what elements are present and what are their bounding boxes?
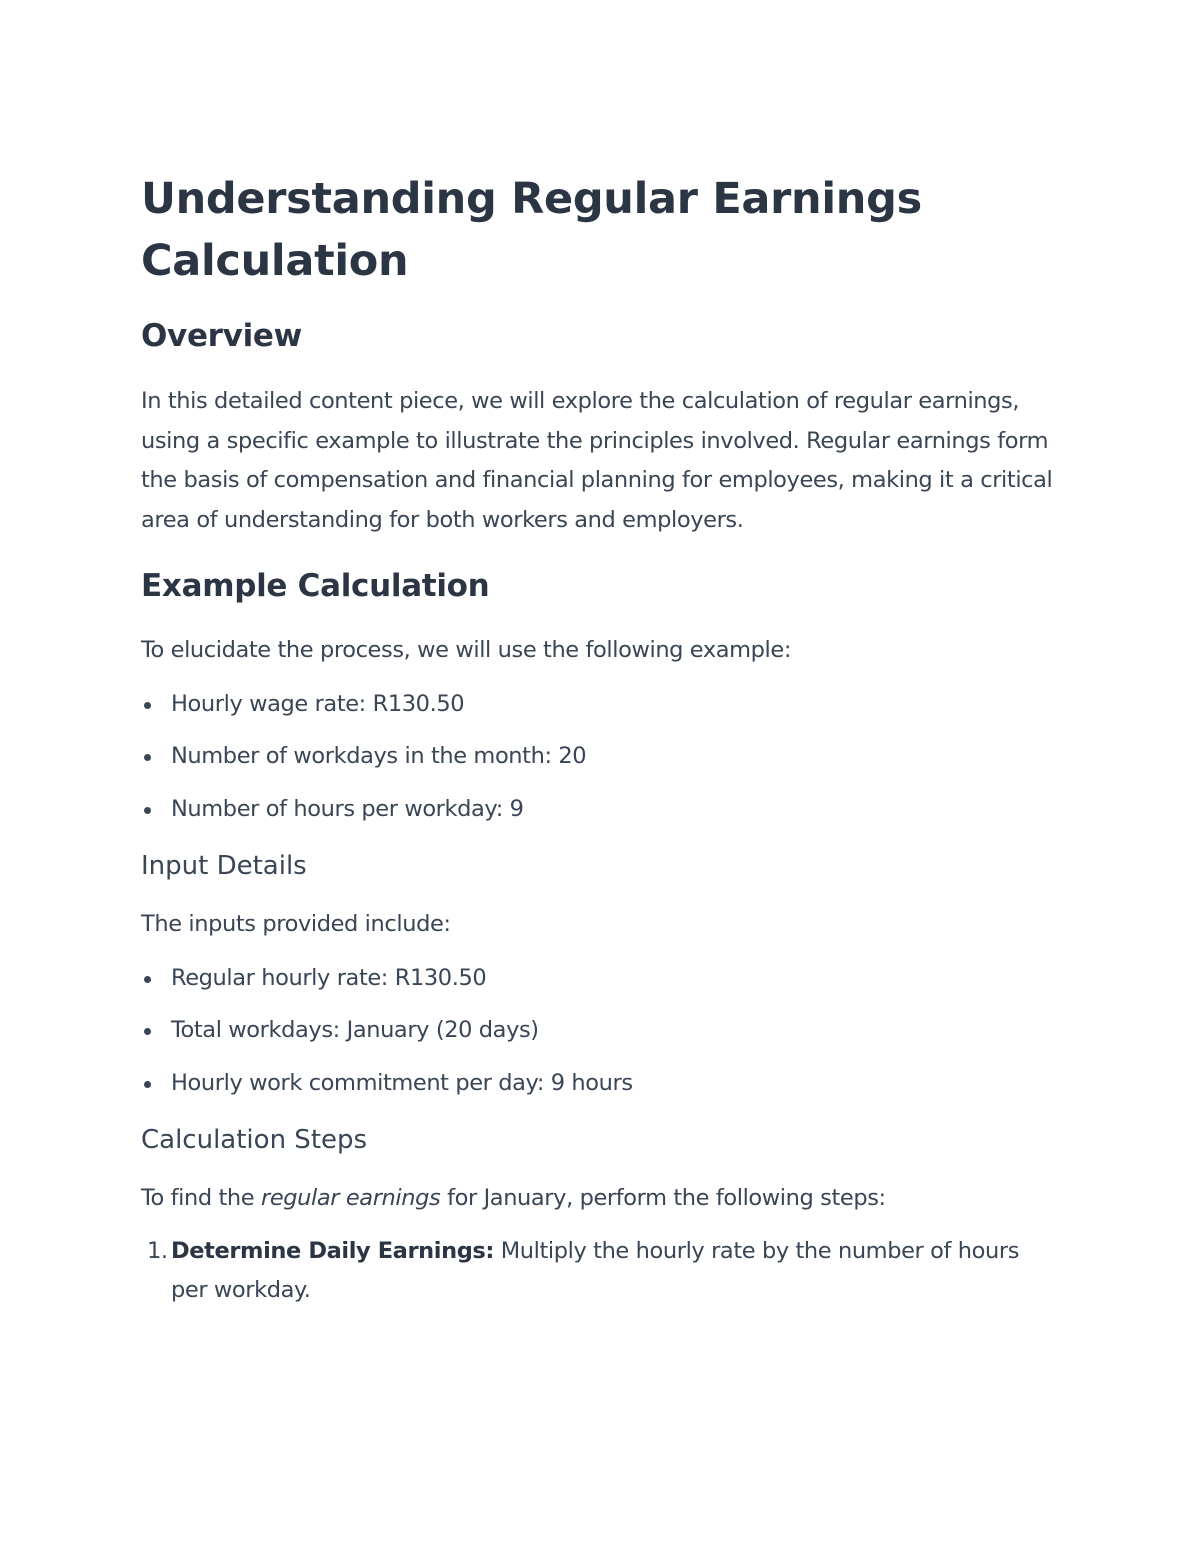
list-item: Number of hours per workday: 9 bbox=[141, 790, 1061, 830]
intro-text-after: for January, perform the following steps: bbox=[440, 1185, 886, 1211]
steps-list bbox=[141, 1232, 1061, 1311]
document-title: Understanding Regular Earnings Calculation bbox=[141, 174, 922, 286]
example-calculation-heading: Example Calculation bbox=[141, 568, 490, 604]
list-item: Hourly work commitment per day: 9 hours bbox=[141, 1064, 1061, 1104]
calculation-steps-intro bbox=[141, 1179, 1061, 1219]
step-number: 1. bbox=[147, 1237, 168, 1264]
step-text: Multiply the hourly rate by the number of hours per workday. bbox=[171, 1237, 1020, 1303]
step-label: Determine Daily Earnings: bbox=[171, 1237, 494, 1264]
list-item: Number of workdays in the month: 20 bbox=[141, 737, 1061, 777]
list-item: Regular hourly rate: R130.50 bbox=[141, 959, 1061, 999]
input-details-heading: Input Details bbox=[141, 851, 307, 881]
example-intro: To elucidate the process, we will use the following example: bbox=[141, 637, 792, 663]
step-item bbox=[141, 1232, 1061, 1311]
document-page bbox=[141, 168, 1061, 1311]
intro-emphasis: regular earnings bbox=[260, 1185, 441, 1211]
intro-text-before: To find the bbox=[141, 1185, 261, 1211]
overview-paragraph: In this detailed content piece, we will explore the calculation of regular earnings, using a specific example to illustrate the principles involved. Regular earnings form the basis of compensation and financial planning for employees, making it a critical area of understanding for both workers and employers. bbox=[141, 388, 1053, 533]
list-item: Total workdays: January (20 days) bbox=[141, 1011, 1061, 1051]
calculation-steps-heading: Calculation Steps bbox=[141, 1125, 368, 1155]
input-details-intro: The inputs provided include: bbox=[141, 911, 451, 937]
input-details-list bbox=[141, 959, 1061, 1104]
example-list bbox=[141, 685, 1061, 830]
list-item: Hourly wage rate: R130.50 bbox=[141, 685, 1061, 725]
overview-heading: Overview bbox=[141, 318, 302, 354]
